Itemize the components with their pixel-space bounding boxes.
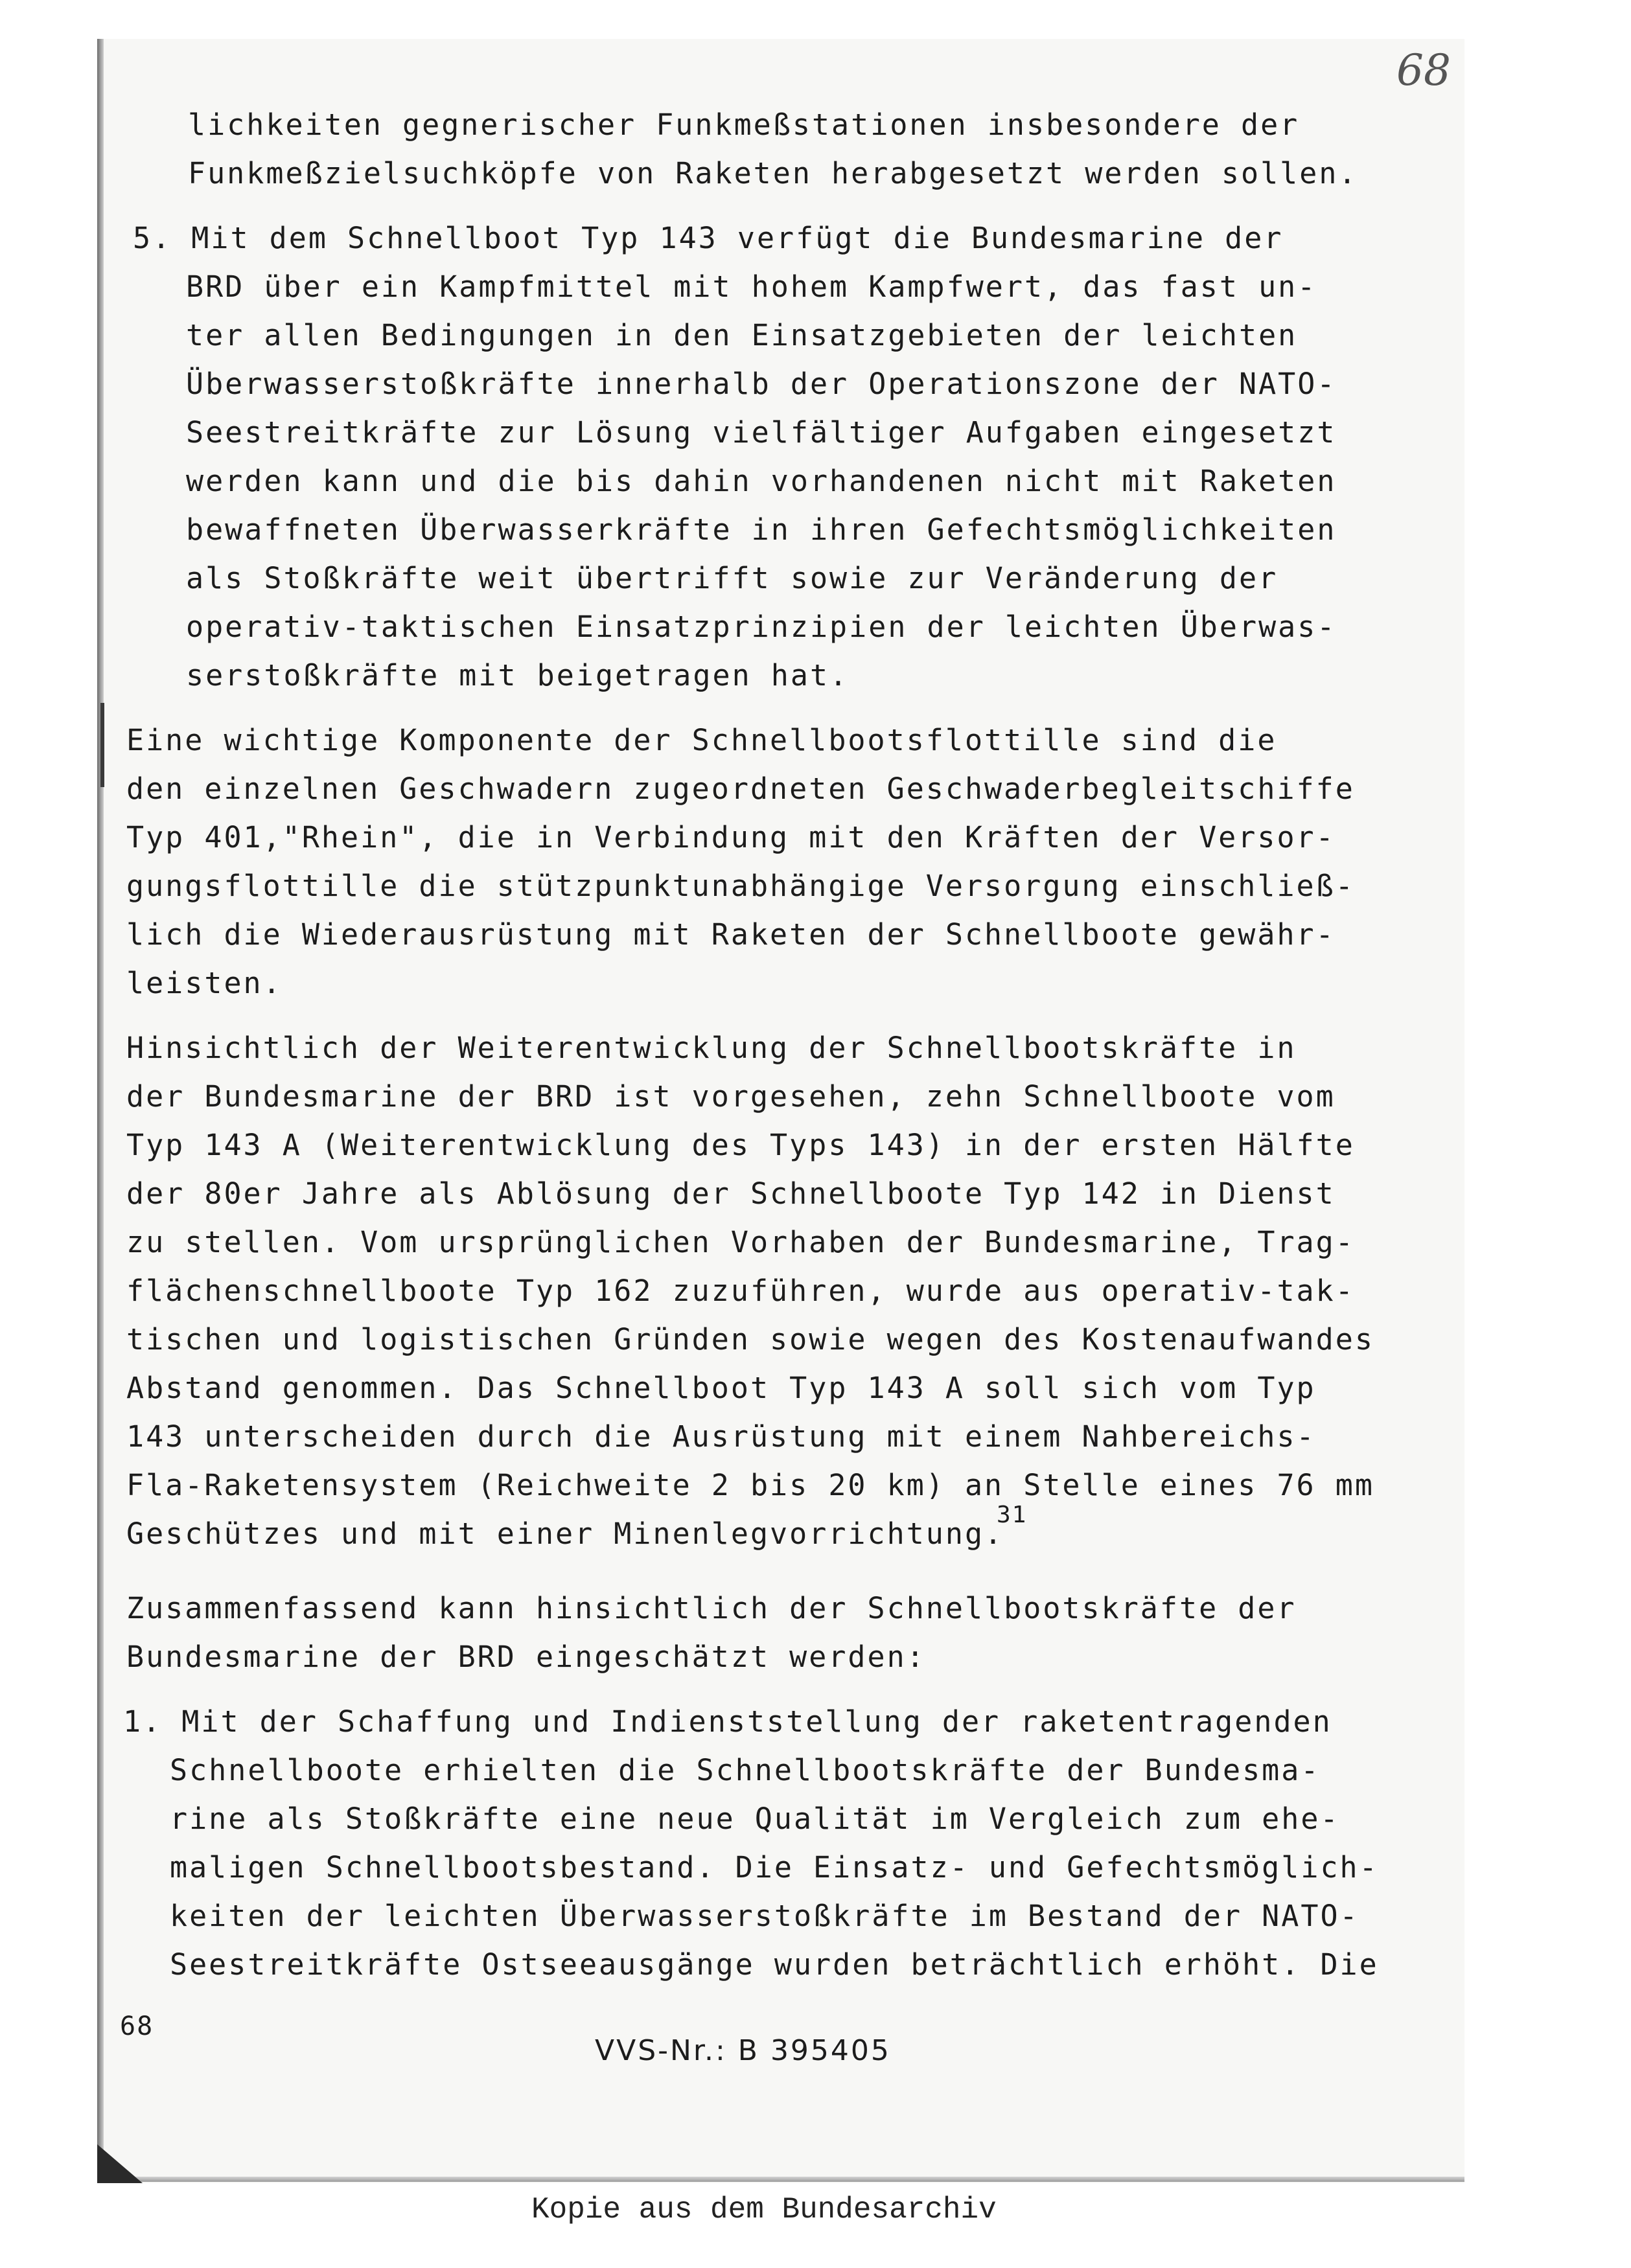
- list-item-5-line: 5. Mit dem Schnellboot Typ 143 verfügt die Bundesmarine der: [133, 221, 1284, 255]
- text-line: Überwasserstoßkräfte innerhalb der Operationszone der NATO-: [186, 367, 1337, 401]
- text-line: Zusammenfassend kann hinsichtlich der Schnellbootskräfte der: [126, 1591, 1297, 1625]
- text-line: Hinsichtlich der Weiterentwicklung der Schnellbootskräfte in: [126, 1031, 1297, 1065]
- text-line: bewaffneten Überwasserkräfte in ihren Gefechtsmöglichkeiten: [186, 512, 1337, 547]
- text-line: serstoßkräfte mit beigetragen hat.: [186, 658, 850, 693]
- text-line: werden kann und die bis dahin vorhandenen nicht mit Raketen: [186, 464, 1337, 498]
- text-line: 143 unterscheiden durch die Ausrüstung mit einem Nahbereichs-: [126, 1419, 1316, 1454]
- text-line: den einzelnen Geschwadern zugeordneten Geschwaderbegleitschiffe: [126, 772, 1355, 806]
- footnote-reference: 31: [997, 1502, 1028, 1528]
- text-line: Seestreitkräfte Ostseeausgänge wurden beträchtlich erhöht. Die: [170, 1947, 1379, 1982]
- text-line: Schnellboote erhielten die Schnellbootskräfte der Bundesma-: [170, 1753, 1321, 1787]
- text-line: gungsflottille die stützpunktunabhängige Versorgung einschließ-: [126, 869, 1355, 903]
- text-line: Seestreitkräfte zur Lösung vielfältiger Aufgaben eingesetzt: [186, 415, 1337, 450]
- text-line: operativ-taktischen Einsatzprinzipien der leichten Überwas-: [186, 610, 1337, 644]
- list-item-1-line: 1. Mit der Schaffung und Indienststellung der raketentragenden: [123, 1704, 1332, 1739]
- page-number: 68: [120, 2011, 154, 2041]
- paste-edge-mark: [100, 703, 104, 787]
- text-line: der 80er Jahre als Ablösung der Schnellboote Typ 142 in Dienst: [126, 1176, 1336, 1211]
- text-line: flächenschnellboote Typ 162 zuzuführen, wurde aus operativ-tak-: [126, 1274, 1355, 1308]
- text-line: rine als Stoßkräfte eine neue Qualität im Vergleich zum ehe-: [170, 1802, 1340, 1836]
- text-line: Typ 401,"Rhein", die in Verbindung mit den Kräften der Versor-: [126, 820, 1336, 854]
- archive-note: Kopie aus dem Bundesarchiv: [531, 2193, 997, 2227]
- scan-shadow-left: [97, 39, 104, 2183]
- text-line: Eine wichtige Komponente der Schnellbootsflottille sind die: [126, 723, 1277, 757]
- text-line: BRD über ein Kampfmittel mit hohem Kampfwert, das fast un-: [186, 269, 1317, 304]
- text-line: Typ 143 A (Weiterentwicklung des Typs 143) in der ersten Hälfte: [126, 1128, 1355, 1162]
- text-line: maligen Schnellbootsbestand. Die Einsatz- und Gefechtsmöglich-: [170, 1850, 1379, 1884]
- text-line: Geschützes und mit einer Minenlegvorrichtung.: [126, 1517, 1004, 1551]
- scan-shadow-bottom: [97, 2177, 1464, 2182]
- text-line: Funkmeßzielsuchköpfe von Raketen herabgesetzt werden sollen.: [188, 156, 1358, 190]
- handwritten-page-number: 68: [1396, 45, 1451, 95]
- text-line: lich die Wiederausrüstung mit Raketen der Schnellboote gewähr-: [126, 917, 1336, 952]
- text-line: leisten.: [126, 966, 283, 1000]
- scan-corner-mark: [97, 2144, 143, 2183]
- text-line: Fla-Raketensystem (Reichweite 2 bis 20 km) an Stelle eines 76 mm: [126, 1468, 1374, 1502]
- text-line: Bundesmarine der BRD eingeschätzt werden:: [126, 1640, 926, 1674]
- vvs-number: VVS-Nr.: B 395405: [595, 2034, 891, 2067]
- text-line: keiten der leichten Überwasserstoßkräfte im Bestand der NATO-: [170, 1899, 1359, 1933]
- text-line: lichkeiten gegnerischer Funkmeßstationen insbesondere der: [188, 108, 1300, 142]
- text-line: zu stellen. Vom ursprünglichen Vorhaben der Bundesmarine, Trag-: [126, 1225, 1355, 1259]
- text-line: tischen und logistischen Gründen sowie wegen des Kostenaufwandes: [126, 1322, 1374, 1357]
- text-line: als Stoßkräfte weit übertrifft sowie zur Veränderung der: [186, 561, 1278, 595]
- text-line: Abstand genommen. Das Schnellboot Typ 143 A soll sich vom Typ: [126, 1371, 1316, 1405]
- text-line: ter allen Bedingungen in den Einsatzgebieten der leichten: [186, 318, 1298, 352]
- text-line: der Bundesmarine der BRD ist vorgesehen, zehn Schnellboote vom: [126, 1079, 1336, 1114]
